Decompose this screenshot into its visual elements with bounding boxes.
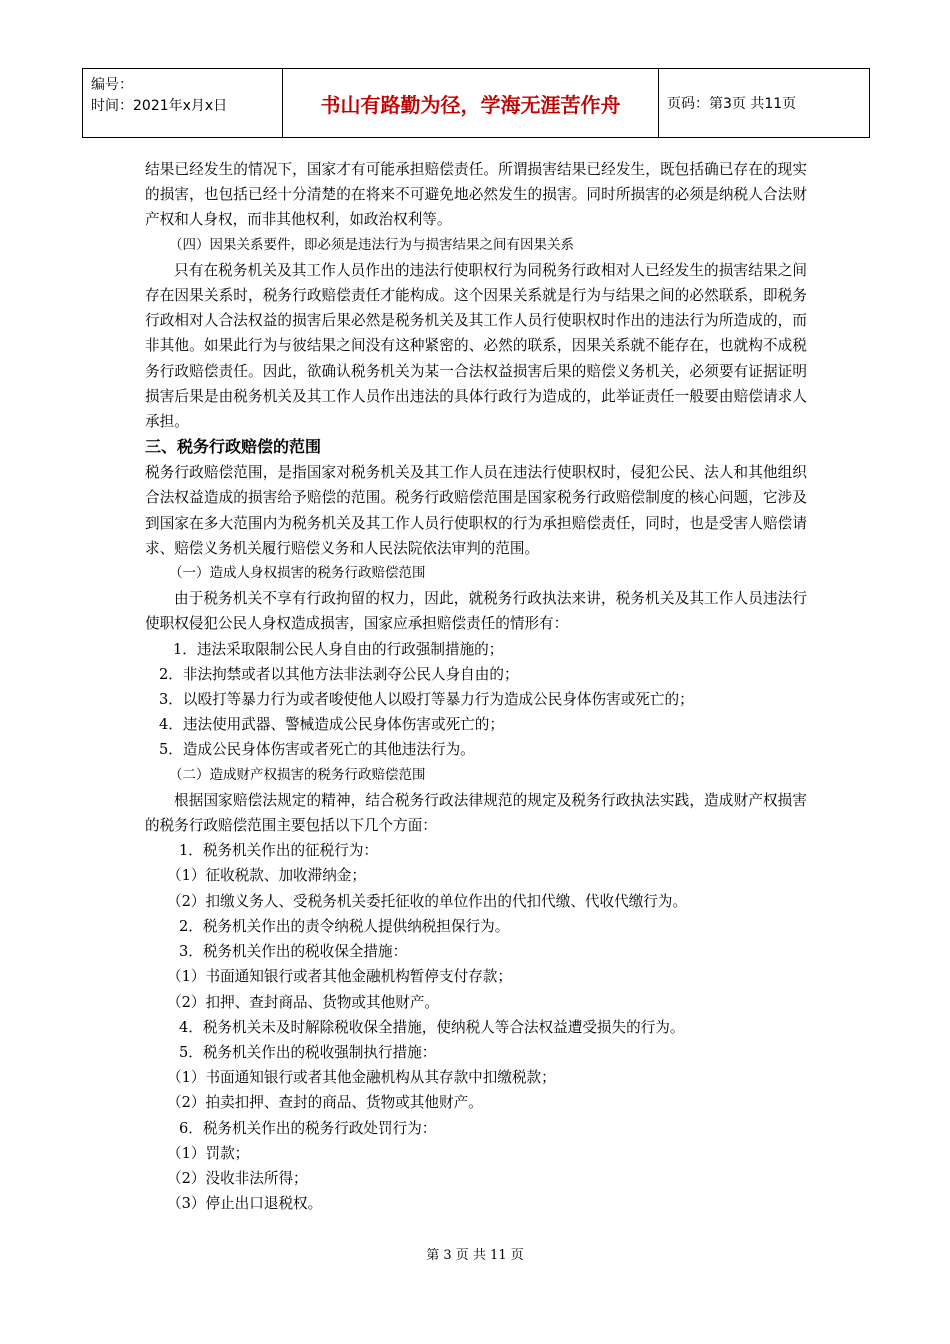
paragraph: 只有在税务机关及其工作人员作出的违法行使职权行为同税务行政相对人已经发生的损害结果之间存在因果关系时，税务行政赔偿责任才能构成。这个因果关系就是行为与结果之间的必然联系，即税务行政相对人合法权益的损害后果必然是税务机关及其工作人员行使职权时作出的违法行为所造成的，而非其他。如果此行为与彼结果之间没有这种紧密的、必然的联系，因果关系就不能存在，也就构不成税务行政赔偿责任。因此，欲确认税务机关为某一合法权益损害后果的赔偿义务机关，必须要有证据证明损害后果是由税务机关及其工作人员作出违法的具体行政行为造成的，此举证责任一般要由赔偿请求人承担。 <box>145 261 807 431</box>
list-item: （1）罚款； <box>167 1144 250 1162</box>
list-item: （2）拍卖扣押、查封的商品、货物或其他财产。 <box>167 1094 483 1112</box>
paragraph: 由于税务机关不享有行政拘留的权力，因此，就税务行政执法来讲，税务机关及其工作人员违法行使职权侵犯公民人身权造成损害，国家应承担赔偿责任的情形有： <box>145 590 807 633</box>
list-item: 1．违法采取限制公民人身自由的行政强制措施的； <box>173 640 504 658</box>
page-header <box>82 68 870 138</box>
list-item: 1．税务机关作出的征税行为： <box>179 842 379 860</box>
list-item: 3．以殴打等暴力行为或者唆使他人以殴打等暴力行为造成公民身体伤害或死亡的； <box>159 691 694 709</box>
document-body <box>145 157 807 1216</box>
list-item: （1）书面通知银行或者其他金融机构从其存款中扣缴税款； <box>167 1069 556 1087</box>
paragraph: 税务行政赔偿范围，是指国家对税务机关及其工作人员在违法行使职权时，侵犯公民、法人和其他组织合法权益造成的损害给予赔偿的范围。税务行政赔偿范围是国家税务行政赔偿制度的核心问题，它涉及到国家在多大范围内为税务机关及其工作人员行使职权的行为承担赔偿责任，同时，也是受害人赔偿请求、赔偿义务机关履行赔偿义务和人民法院依法审判的范围。 <box>145 464 807 557</box>
page-footer: 第 3 页 共 11 页 <box>426 1248 524 1263</box>
list-item: 3．税务机关作出的税收保全措施： <box>179 943 408 961</box>
header-page-number: 页码：第3页 共11页 <box>667 96 797 112</box>
date-label: 时间：2021年x月x日 <box>91 98 228 114</box>
header-motto: 书山有路勤为径，学海无涯苦作舟 <box>283 69 659 137</box>
list-item: 6．税务机关作出的税务行政处罚行为： <box>179 1119 437 1137</box>
subheading: （一）造成人身权损害的税务行政赔偿范围 <box>169 565 426 582</box>
list-item: （3）停止出口退税权。 <box>167 1195 323 1213</box>
list-item: （2）扣押、查封商品、货物或其他财产。 <box>167 993 439 1011</box>
list-item: 5．税务机关作出的税收强制执行措施： <box>179 1043 437 1061</box>
list-item: （2）扣缴义务人、受税务机关委托征收的单位作出的代扣代缴、代收代缴行为。 <box>167 892 688 910</box>
list-item: 4．税务机关未及时解除税收保全措施，使纳税人等合法权益遭受损失的行为。 <box>179 1018 685 1036</box>
list-item: 4．违法使用武器、警械造成公民身体伤害或死亡的； <box>159 716 504 734</box>
subheading: （二）造成财产权损害的税务行政赔偿范围 <box>169 766 426 783</box>
paragraph: 根据国家赔偿法规定的精神，结合税务行政法律规范的规定及税务行政执法实践，造成财产权损害的税务行政赔偿范围主要包括以下几个方面： <box>145 791 807 835</box>
list-item: （1）征收税款、加收滞纳金； <box>167 867 367 885</box>
list-item: 5．造成公民身体伤害或者死亡的其他违法行为。 <box>159 741 475 759</box>
list-item: （1）书面通知银行或者其他金融机构暂停支付存款； <box>167 968 512 986</box>
subheading: （四）因果关系要件，即必须是违法行为与损害结果之间有因果关系 <box>169 236 574 253</box>
paragraph: 结果已经发生的情况下，国家才有可能承担赔偿责任。所谓损害结果已经发生，既包括确已存在的现实的损害，也包括已经十分清楚的在将来不可避免地必然发生的损害。同时所损害的必须是纳税人合法财产权和人身权，而非其他权利，如政治权利等。 <box>145 161 807 229</box>
section-heading: 三、税务行政赔偿的范围 <box>145 437 322 457</box>
list-item: 2．非法拘禁或者以其他方法非法剥夺公民人身自由的； <box>159 665 519 683</box>
header-info <box>83 69 283 137</box>
list-item: 2．税务机关作出的责令纳税人提供纳税担保行为。 <box>179 917 510 935</box>
number-label: 编号： <box>91 77 133 93</box>
list-item: （2）没收非法所得； <box>167 1169 308 1187</box>
